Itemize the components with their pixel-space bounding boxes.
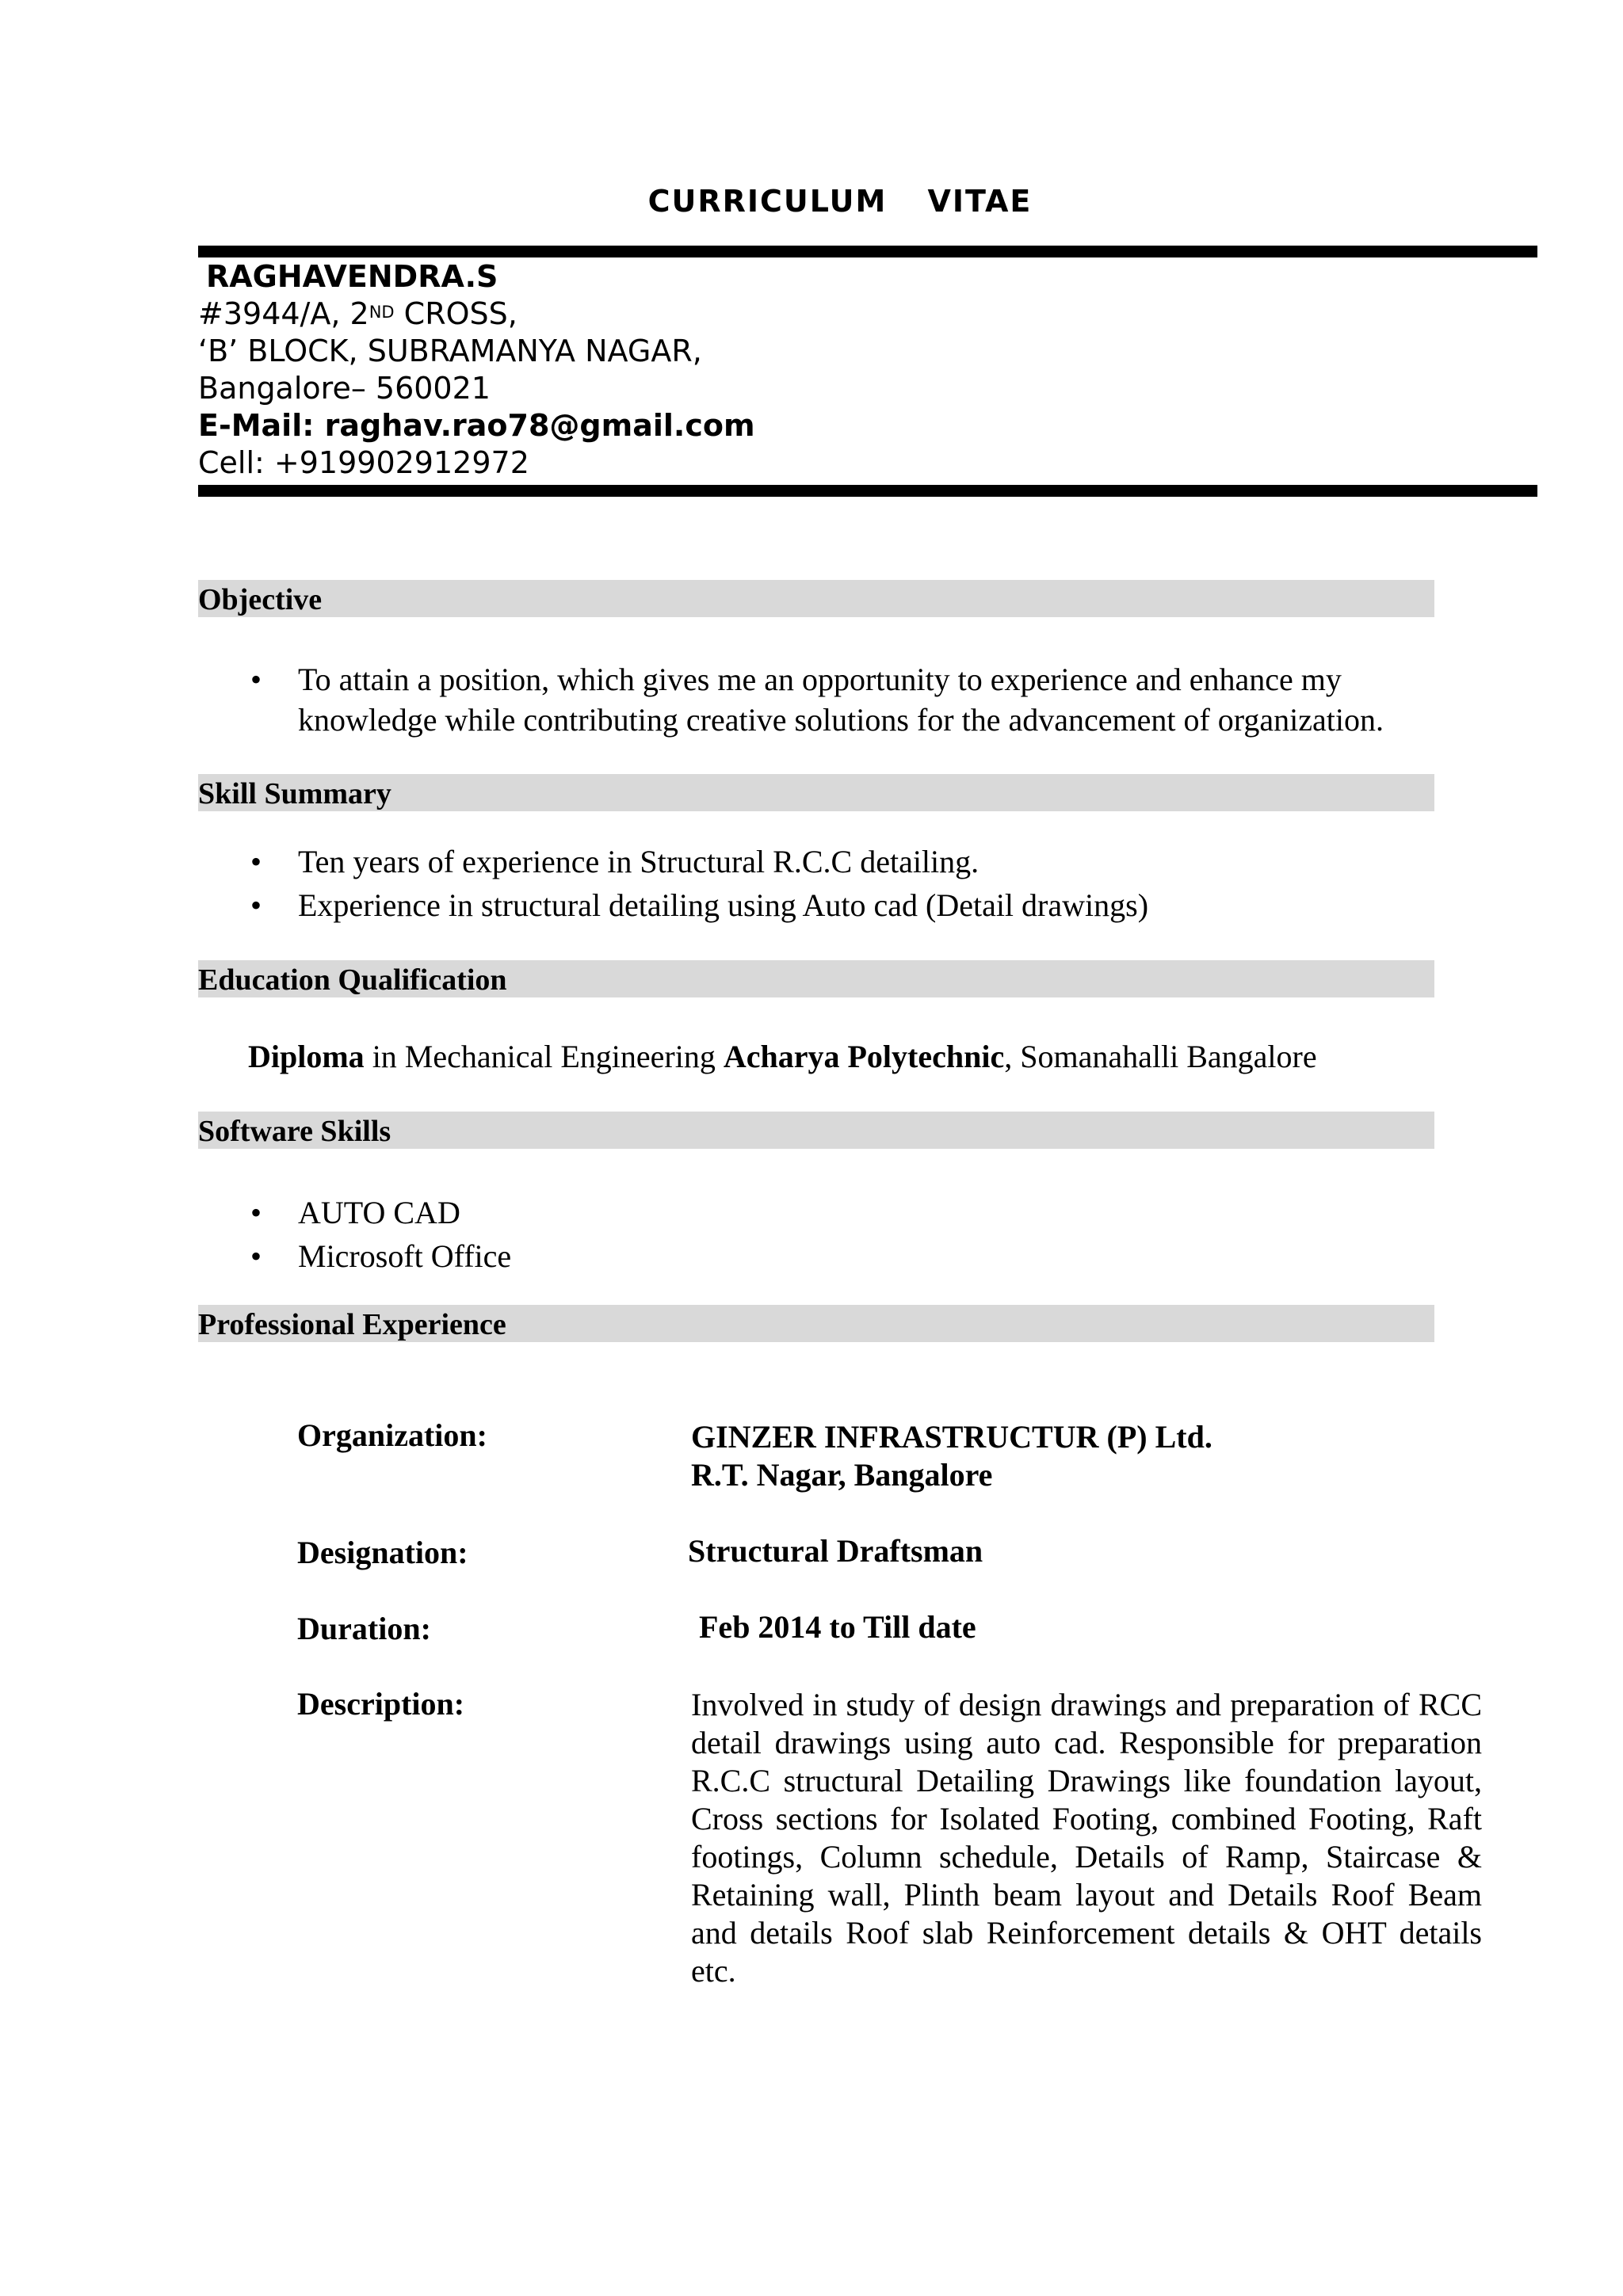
description-label: Description:	[297, 1686, 465, 1722]
duration-label: Duration:	[297, 1611, 431, 1646]
header-bottom-rule	[198, 485, 1537, 497]
software-skill-item: • Microsoft Office	[246, 1234, 511, 1278]
email-line: E-Mail: raghav.rao78@gmail.com	[198, 408, 755, 443]
software-skill-item: • AUTO CAD	[246, 1191, 511, 1234]
education-institute: Acharya Polytechnic	[723, 1039, 1005, 1074]
organization-label: Organization:	[297, 1417, 487, 1453]
address-line-1	[198, 296, 755, 333]
address-line-3: Bangalore– 560021	[198, 371, 491, 406]
skill-summary-list	[246, 840, 1148, 927]
software-skills-heading: Software Skills	[198, 1112, 1434, 1149]
address-line-1-superscript: ND	[369, 303, 395, 322]
document-title: CURRICULUM VITAE	[647, 184, 1033, 219]
duration-value: Feb 2014 to Till date	[699, 1609, 976, 1645]
education-location: , Somanahalli Bangalore	[1004, 1039, 1317, 1074]
designation-value: Structural Draftsman	[688, 1533, 983, 1569]
header-top-rule	[198, 246, 1537, 257]
organization-location: R.T. Nagar, Bangalore	[691, 1457, 993, 1493]
education-field: in Mechanical Engineering	[364, 1039, 724, 1074]
education-entry	[248, 1038, 1317, 1075]
address-line-2: ‘B’ BLOCK, SUBRAMANYA NAGAR,	[198, 334, 702, 368]
cell-line: Cell: +919902912972	[198, 445, 529, 480]
software-skills-list	[246, 1191, 511, 1278]
organization-value	[691, 1418, 1212, 1494]
candidate-name: RAGHAVENDRA.S	[206, 259, 498, 294]
skill-summary-item: • Experience in structural detailing using Auto cad (Detail drawings)	[246, 883, 1148, 927]
education-heading: Education Qualification	[198, 960, 1434, 997]
skill-summary-heading: Skill Summary	[198, 774, 1434, 811]
education-degree: Diploma	[248, 1039, 365, 1074]
address-line-1-suffix: CROSS,	[394, 296, 517, 331]
objective-bullet: • To attain a position, which gives me an opportunity to experience and enhance my	[246, 659, 1342, 700]
description-text: Involved in study of design drawings and preparation of RCC detail drawings using auto cad. Responsible for preparation R.C.C structural Detailing Drawings like foundation layout, Cross sections for Isolated Footing, combined Footing, Raft footings, Column schedule, Details of Ramp, Staircase & Retaining wall, Plinth beam layout and Details Roof Beam and details Roof slab Reinforcement details & OHT details etc.	[691, 1687, 1482, 1989]
objective-list	[246, 659, 1342, 700]
objective-continuation: knowledge while contributing creative solutions for the advancement of organization.	[298, 702, 1384, 738]
objective-heading: Objective	[198, 580, 1434, 617]
address-line-1-prefix: #3944/A, 2	[198, 296, 369, 331]
contact-block	[198, 258, 755, 482]
organization-name: GINZER INFRASTRUCTUR (P) Ltd.	[691, 1419, 1212, 1455]
skill-summary-item: • Ten years of experience in Structural R.C.C detailing.	[246, 840, 1148, 883]
designation-label: Designation:	[297, 1535, 468, 1570]
professional-experience-heading: Professional Experience	[198, 1305, 1434, 1342]
